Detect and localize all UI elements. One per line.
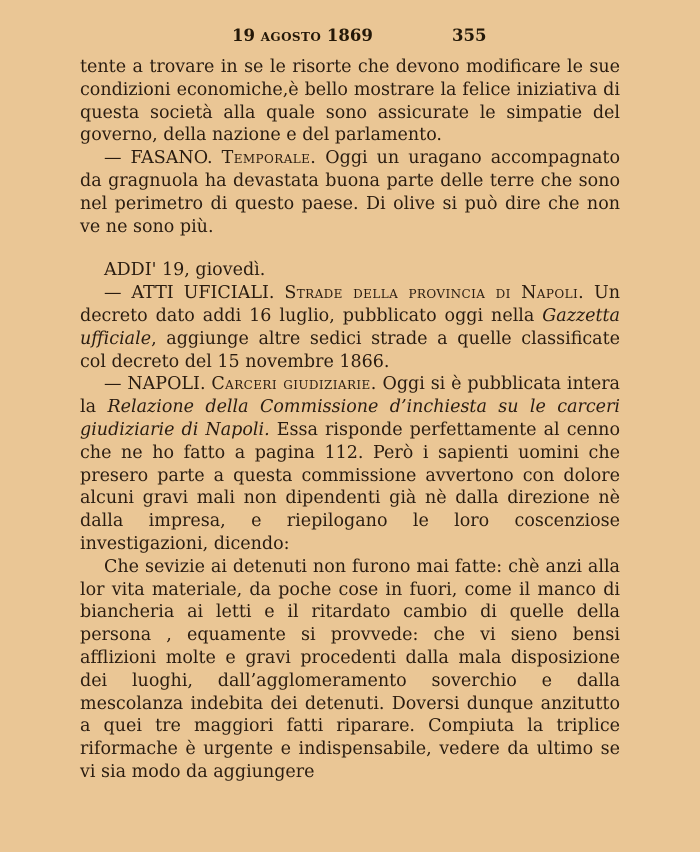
page-number: 355 bbox=[452, 26, 487, 45]
paragraph-napoli-lead: — NAPOLI. bbox=[104, 374, 212, 395]
paragraph-napoli-italic: Relazione della Commissione d’inchiesta su le carceri giudiziarie di Napoli. bbox=[80, 397, 621, 440]
paragraph-napoli-heading: Carceri giudiziarie. bbox=[211, 374, 377, 395]
paragraph-atti-heading: Strade della provincia di Napoli. bbox=[284, 283, 585, 304]
page-body bbox=[80, 56, 620, 784]
paragraph-napoli-text-end: Essa risponde perfettamente al cenno che ne ho fatto a pagina 112. Però i sapienti uomini che presero parte a questa commissione avvertono con dolore alcuni gravi mali non dipendenti già nè dalla direzione nè dalla impresa, e riepilogano le loro coscenziose investigazioni, dicendo: bbox=[80, 419, 620, 554]
paragraph-fasano bbox=[80, 147, 620, 238]
paragraph-napoli-text: Oggi si è pubblicata intera la bbox=[80, 374, 620, 418]
paragraph-fasano-text: Oggi un uragano accompagnato da gragnuola ha devastata buona parte delle terre che sono nel perimetro di questo paese. Di olive si può dire che non ve ne sono più. bbox=[80, 148, 620, 237]
paragraph-atti-lead: — ATTI UFICIALI. bbox=[104, 283, 285, 304]
header-date-day: 19 bbox=[232, 26, 261, 45]
header-date-month: agosto bbox=[260, 26, 322, 45]
paragraph-fasano-lead: — FASANO. bbox=[104, 148, 222, 169]
header-date-year: 1869 bbox=[321, 26, 373, 45]
header-date bbox=[232, 26, 373, 45]
paragraph-date-heading: ADDI' 19, giovedì. bbox=[104, 260, 266, 281]
paragraph-quote: Che sevizie ai detenuti non furono mai fatte: chè anzi alla lor vita materiale, da poche cose in fuori, come il manco di biancheria ai letti e il ritardato cambio di quelle della persona , equamente si provvede: che vi sieno bensi afflizioni molte e gravi procedenti dalla mala disposizione dei luoghi, dall’agglomeramento soverchio e dalla mescolanza indebita dei detenuti. Doversi dunque anzitutto a quei tre maggiori fatti riparare. Compiuta la triplice riformache è urgente e indispensabile, vedere da ultimo se vi sia modo da aggiungere bbox=[80, 556, 620, 782]
paragraph-atti-text: Un decreto dato addi 16 luglio, pubblicato oggi nella bbox=[80, 283, 620, 326]
paragraph-napoli bbox=[80, 373, 620, 555]
page-header bbox=[0, 26, 700, 50]
paragraph-atti-text-end: , aggiunge altre sedici strade a quelle classificate col decreto del 15 novembre 1866. bbox=[80, 328, 620, 372]
paragraph-atti-italic: Gazzetta ufficiale bbox=[80, 305, 620, 349]
paragraph-continuation: tente a trovare in se le risorte che devono modificare le sue condizioni economiche,è bello mostrare la felice iniziativa di questa società alla quale sono assicurate le simpatie del governo, della nazione e del parlamento. bbox=[80, 57, 620, 146]
paragraph-atti-uficiali bbox=[80, 282, 620, 373]
paragraph-fasano-heading: Temporale. bbox=[221, 148, 317, 169]
